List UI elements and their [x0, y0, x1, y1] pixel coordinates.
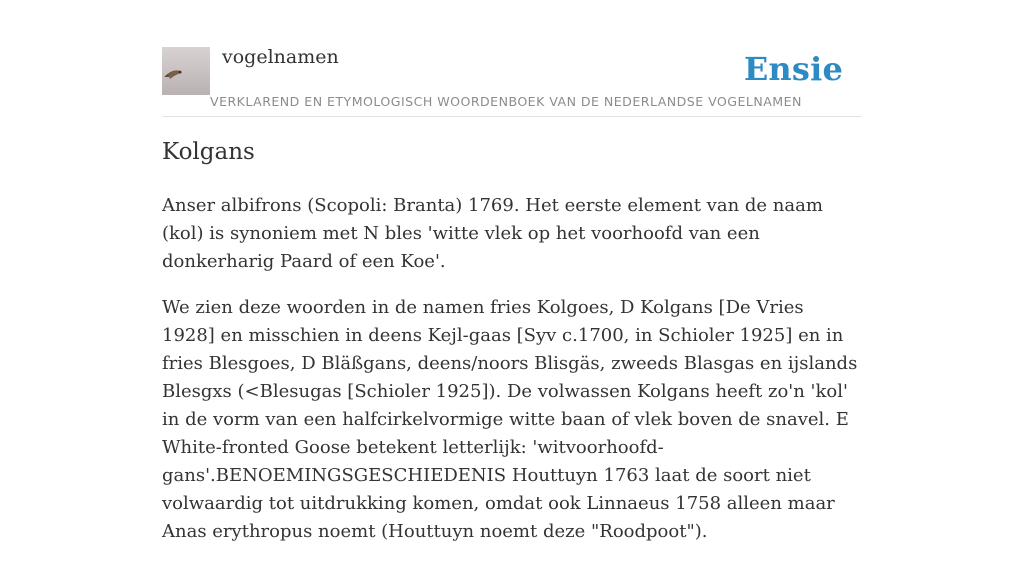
article-paragraph: Anser albifrons (Scopoli: Branta) 1769. Het eerste element van de naam (kol) is synoniem met N bles 'witte vlek op het voorhoofd van een donkerharig Paard of een Koe'. — [162, 195, 823, 272]
page-container — [162, 0, 862, 542]
article-body — [162, 192, 862, 564]
ensie-logo[interactable]: Ensie — [743, 50, 843, 88]
site-name-link[interactable]: vogelnamen — [222, 46, 339, 68]
bird-avatar-icon[interactable] — [162, 47, 210, 95]
site-tagline: VERKLAREND EN ETYMOLOGISCH WOORDENBOEK VAN DE NEDERLANDSE VOGELNAMEN — [210, 94, 802, 109]
site-header — [162, 0, 862, 117]
article-paragraph: We zien deze woorden in de namen fries Kolgoes, D Kolgans [De Vries 1928] en misschien in deens Kejl-gaas [Syv c.1700, in Schioler 1925] en in fries Blesgoes, D Bläßgans, deens/noors Blisgäs, zweeds Blasgas en ijslands Blesgxs (<Blesugas [Schioler 1925]). De volwassen Kolgans heeft zo'n 'kol' in de vorm van een halfcirkelvormige witte baan of vlek boven de snavel. E White-fronted Goose betekent letterlijk: 'witvoorhoofd-gans'.BENOEMINGSGESCHIEDENIS Houttuyn 1763 laat de soort niet volwaardig tot uitdrukking komen, omdat ook Linnaeus 1758 alleen maar Anas erythropus noemt (Houttuyn noemt deze "Roodpoot"). — [162, 297, 858, 542]
article-title: Kolgans — [162, 139, 255, 165]
